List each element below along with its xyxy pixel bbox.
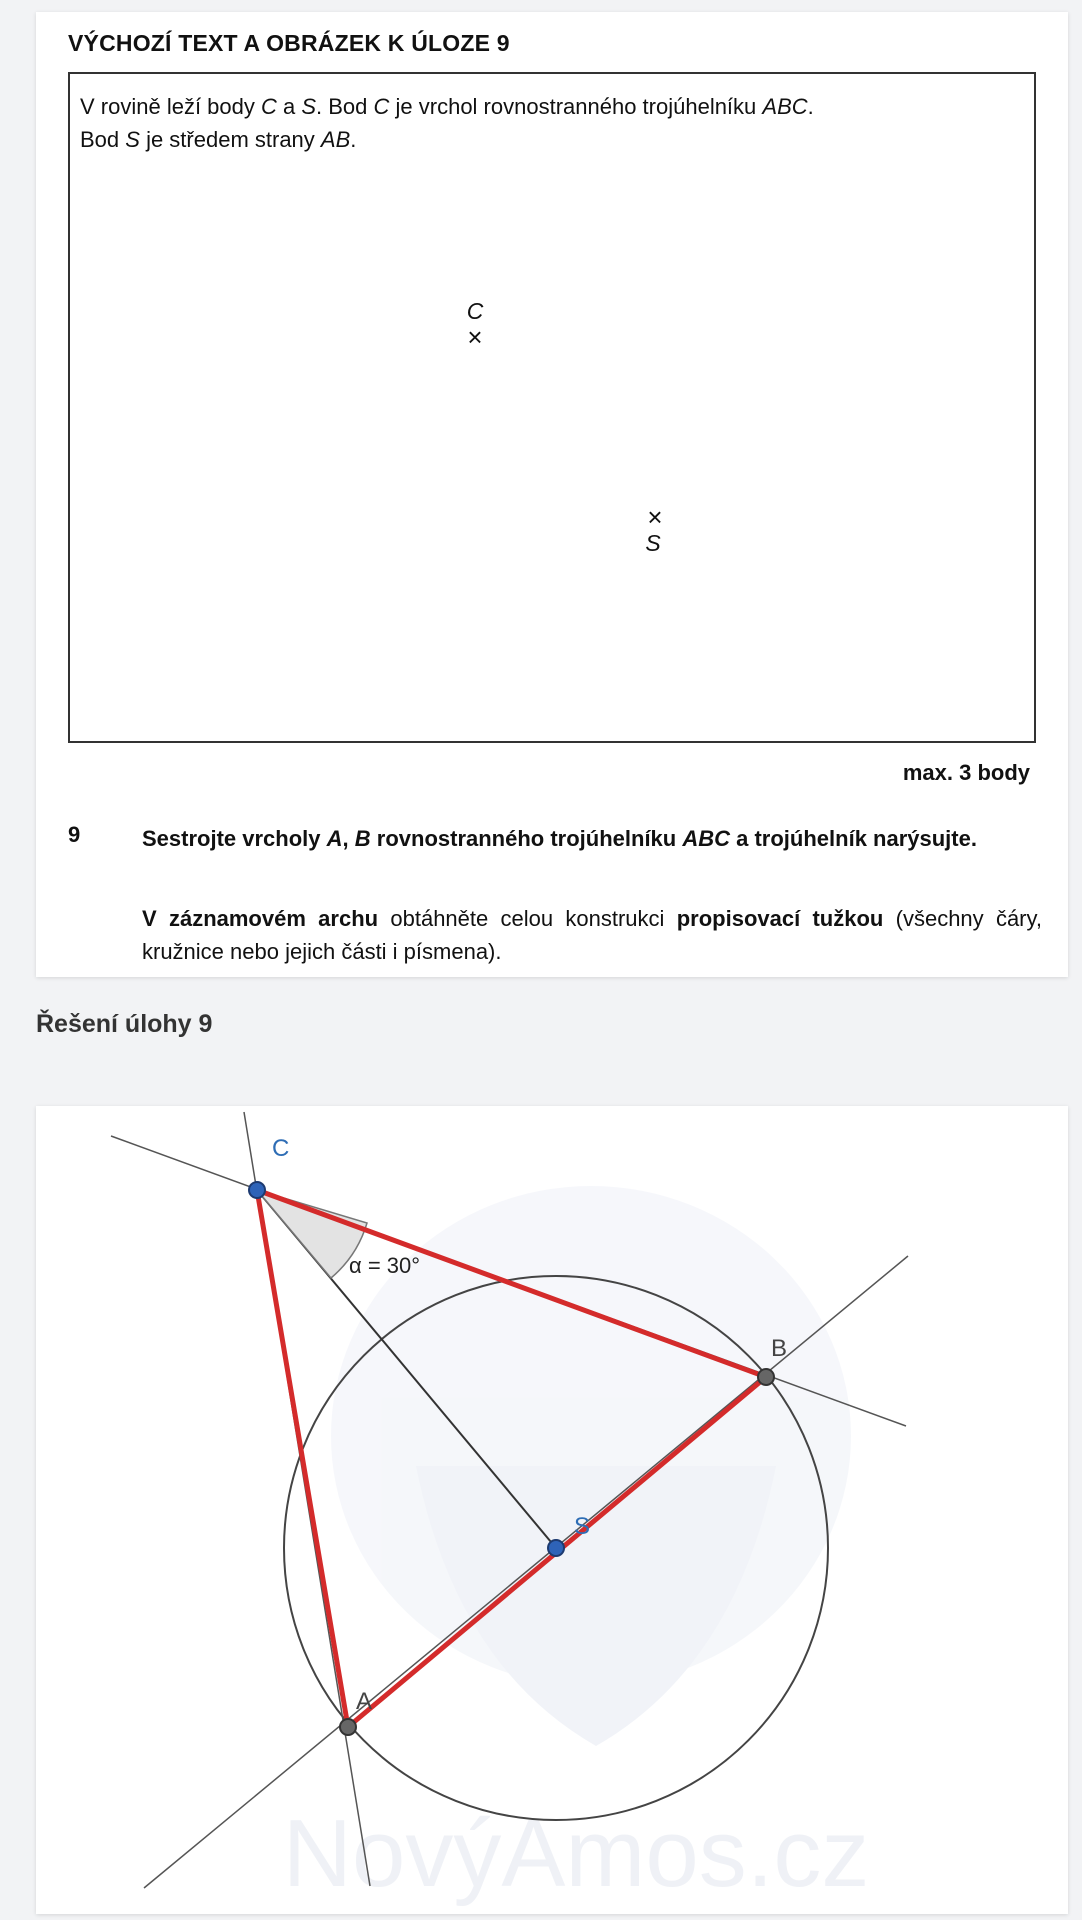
figure-cross-c: × xyxy=(467,322,483,352)
intro-text-part: . xyxy=(350,127,357,152)
watermark-beard-shape xyxy=(416,1466,776,1746)
label-c: C xyxy=(272,1135,290,1162)
question-text-part: , xyxy=(342,826,355,851)
intro-text-part: a xyxy=(276,94,302,119)
task-heading: VÝCHOZÍ TEXT A OBRÁZEK K ÚLOZE 9 xyxy=(68,30,510,56)
intro-text-part: . xyxy=(807,94,814,119)
task-figure-frame xyxy=(68,72,1036,743)
question-number: 9 xyxy=(68,822,81,847)
point-b xyxy=(758,1369,774,1385)
label-a: A xyxy=(356,1688,373,1715)
intro-text-part: V rovině leží body xyxy=(80,94,261,119)
question-point-a: A xyxy=(326,826,343,851)
watermark xyxy=(283,1186,870,1907)
solution-construction xyxy=(36,1106,1068,1914)
intro-text-part: Bod xyxy=(80,127,126,152)
question-instructions xyxy=(142,902,1042,968)
figure-label-s: S xyxy=(645,530,661,556)
question-text-part: a trojúhelník narýsujte. xyxy=(730,826,977,851)
point-c xyxy=(249,1182,265,1198)
intro-point-c: C xyxy=(260,94,277,119)
point-s xyxy=(548,1540,564,1556)
task-card xyxy=(36,12,1068,977)
question-point-b: B xyxy=(354,826,371,851)
label-s: S xyxy=(574,1513,591,1540)
intro-side-ab: AB xyxy=(320,127,351,152)
intro-point-c: C xyxy=(373,94,390,119)
intro-triangle-abc: ABC xyxy=(762,94,808,119)
figure-label-c: C xyxy=(466,298,484,324)
intro-text-part: je vrchol rovnostranného trojúhelníku xyxy=(389,94,763,119)
instruction-emphasis: V záznamovém archu xyxy=(142,906,379,931)
question-triangle-abc: ABC xyxy=(682,826,731,851)
max-points: max. 3 body xyxy=(902,760,1030,785)
figure-cross-s: × xyxy=(647,502,663,532)
label-b: B xyxy=(771,1335,788,1362)
watermark-text: NovýAmos.cz xyxy=(282,1800,870,1907)
question-text-part: Sestrojte vrcholy xyxy=(142,826,327,851)
task-intro-text xyxy=(80,90,814,156)
instruction-text: obtáhněte celou konstrukci xyxy=(378,906,677,931)
angle-label: α = 30° xyxy=(349,1253,421,1278)
instruction-emphasis: propisovací tužkou xyxy=(676,906,884,931)
intro-point-s: S xyxy=(301,94,317,119)
intro-text-part: je středem strany xyxy=(139,127,321,152)
intro-point-s: S xyxy=(125,127,140,152)
intro-text-part: . Bod xyxy=(316,94,374,119)
question-text-part: rovnostranného trojúhelníku xyxy=(370,826,683,851)
solution-title: Řešení úlohy 9 xyxy=(36,1010,213,1038)
instruction-text: (všechny čáry, kružnice nebo jejich části i písmena). xyxy=(142,906,1042,964)
solution-card xyxy=(36,1106,1068,1914)
point-a xyxy=(340,1719,356,1735)
question-text xyxy=(142,822,1042,855)
